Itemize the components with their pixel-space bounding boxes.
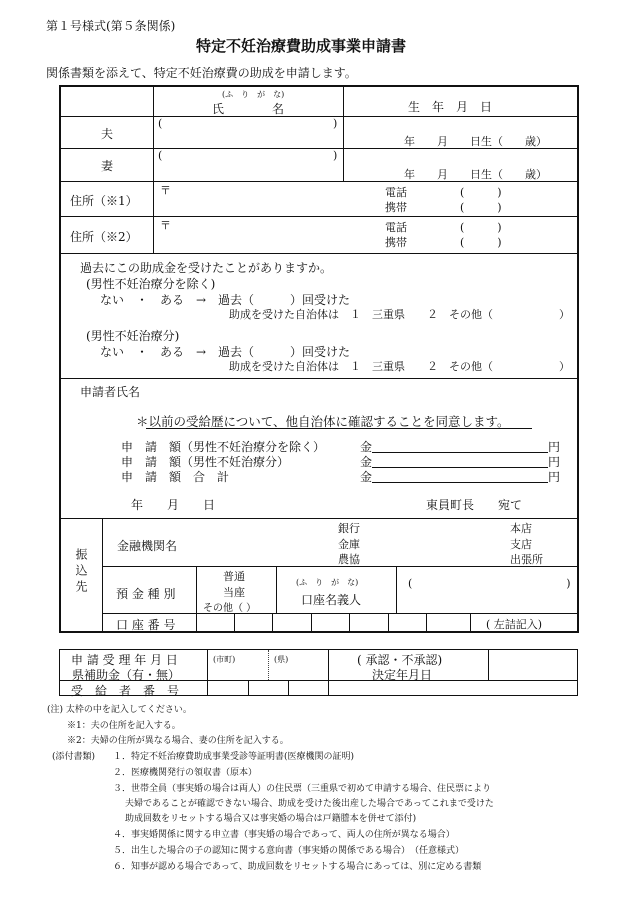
name-header: 氏 名 [212, 102, 285, 116]
divider [60, 253, 578, 254]
received-date-label: 申 請 受 理 年 月 日 [71, 653, 178, 667]
holder-furigana-field[interactable]: ( ) [408, 577, 571, 590]
amount2-field[interactable] [372, 467, 548, 468]
divider [276, 567, 277, 613]
divider [426, 614, 427, 632]
addressee: 東員町長 宛て [426, 498, 523, 512]
husband-name-field[interactable] [159, 128, 339, 145]
account-number-label: 口 座 番 号 [116, 618, 176, 632]
attachment-3b: 夫婦であることが確認できない場合、助成を受けた後出産した場合であってこれまで受けた [125, 799, 494, 809]
postal-mark: 〒 [160, 219, 171, 232]
note-0: (注) 太枠の中を記入してください。 [47, 705, 192, 715]
left-fill-note: ( 左詰記入) [486, 618, 543, 631]
divider [207, 649, 208, 696]
municipality-2[interactable]: 助成を受けた自治体は １ 三重県 ２ その他（ ） [229, 360, 570, 373]
application-date[interactable]: 年 月 日 [131, 498, 216, 512]
divider [272, 614, 273, 632]
decision-date-label: 決定年月日 [372, 668, 433, 682]
past-choice-1[interactable]: ない ・ ある → 過去（ ）回受けた [100, 293, 351, 307]
husband-dob[interactable]: 年 月 日生（ 歳） [404, 135, 547, 148]
wife-furigana-close: ) [333, 149, 338, 162]
applicant-name-label: 申請者氏名 [80, 385, 141, 399]
institution-label: 金融機関名 [117, 539, 178, 553]
kin-label: 金 [360, 470, 373, 484]
note-1: ※1：夫の住所を記入する。 [67, 721, 181, 731]
divider [60, 518, 578, 519]
recipient-number-label: 受 給 者 番 号 [71, 684, 180, 698]
pref-label: (県) [274, 655, 289, 664]
branch-option[interactable]: 支店 [510, 538, 532, 551]
amount1-label: 申 請 額（男性不妊治療分を除く） [121, 440, 326, 454]
yen-label: 円 [548, 455, 561, 469]
sub-office-option[interactable]: 出張所 [510, 553, 543, 566]
attachment-4: ４．事実婚関係に関する申立書（事実婚の場合であって、両人の住所が異なる場合） [113, 830, 455, 840]
wife-furigana-open: ( [158, 149, 163, 162]
mobile-label: 携帯 [385, 201, 407, 214]
male-excluded-heading: (男性不妊治療分を除く) [86, 277, 216, 291]
yen-label: 円 [548, 440, 561, 454]
divider [388, 614, 389, 632]
other-option[interactable]: その他（ ） [203, 603, 257, 614]
account-type-label: 預 金 種 別 [116, 587, 176, 601]
consent-text: ＊以前の受給歴について、他自治体に確認することを同意します。 [136, 414, 510, 429]
address1-field[interactable] [170, 184, 370, 214]
nokyo-option[interactable]: 農協 [338, 553, 360, 566]
shinkin-option[interactable]: 金庫 [338, 538, 360, 551]
wife-dob[interactable]: 年 月 日生（ 歳） [404, 168, 547, 181]
form-number: 第１号様式(第５条関係) [46, 19, 176, 33]
postal-mark: 〒 [160, 184, 171, 197]
divider [470, 614, 471, 632]
approval-label: ( 承認・不承認) [357, 653, 443, 667]
divider [103, 613, 578, 614]
amount3-field[interactable] [372, 482, 548, 483]
attachment-3c: 助成回数をリセットする場合又は事実婚の場合は戸籍謄本を併せて添付) [125, 814, 417, 824]
divider [153, 86, 154, 253]
divider [234, 614, 235, 632]
wife-label: 妻 [101, 159, 114, 173]
attachment-6: ６．知事が認める場合であって、助成回数をリセットする場合にあっては、別に定める書類 [113, 862, 482, 872]
divider [268, 650, 269, 680]
municipality-1[interactable]: 助成を受けた自治体は １ 三重県 ２ その他（ ） [229, 308, 570, 321]
male-heading: (男性不妊治療分) [86, 329, 180, 343]
divider [196, 567, 197, 632]
divider [311, 614, 312, 632]
divider [60, 116, 578, 117]
address2-label: 住所（※2） [70, 230, 138, 244]
past-choice-2[interactable]: ない ・ ある → 過去（ ）回受けた [100, 345, 351, 359]
address2-field[interactable] [170, 219, 370, 251]
head-office-option[interactable]: 本店 [510, 522, 532, 535]
attachment-2: ２．医療機関発行の領収書（原本） [113, 768, 258, 778]
yen-label: 円 [548, 470, 561, 484]
tel2-field[interactable]: ( ) [460, 221, 502, 234]
bank-option[interactable]: 銀行 [338, 522, 360, 535]
consent-underline [146, 428, 532, 429]
mobile2-field[interactable]: ( ) [460, 236, 502, 249]
attachment-5: ５．出生した場合の子の認知に関する意向書（事実婚の関係である場合） （任意様式） [113, 846, 465, 856]
attachments-label: (添付書類) [52, 752, 96, 762]
furikomi-label: 振込先 [74, 548, 88, 596]
past-question: 過去にこの助成金を受けたことがありますか。 [80, 261, 333, 275]
divider [248, 681, 249, 696]
attachment-3a: ３．世帯全員（事実婚の場合は両人）の住民票（三重県で初めて申請する場合、住民票により [113, 784, 492, 794]
kin-label: 金 [360, 455, 373, 469]
city-label: (市町) [213, 655, 236, 664]
amount3-label: 申 請 額 合 計 [121, 470, 230, 484]
tel-label: 電話 [385, 221, 407, 234]
husband-label: 夫 [101, 127, 114, 141]
futsu-option[interactable]: 普通 [223, 570, 245, 583]
tel-label: 電話 [385, 186, 407, 199]
attachment-1: １．特定不妊治療費助成事業受診等証明書(医療機関の証明) [113, 752, 355, 762]
divider [288, 681, 289, 696]
intro-text: 関係書類を添えて、特定不妊治療費の助成を申請します。 [46, 66, 357, 80]
divider [488, 649, 489, 680]
divider [328, 649, 329, 680]
address1-label: 住所（※1） [70, 194, 138, 208]
applicant-name-field[interactable] [160, 381, 540, 399]
amount2-label: 申 請 額（男性不妊治療分） [121, 455, 290, 469]
mobile1-field[interactable]: ( ) [460, 201, 502, 214]
divider [343, 86, 344, 181]
tel1-field[interactable]: ( ) [460, 186, 502, 199]
divider [60, 216, 578, 217]
furigana-label: (ふ り が な) [222, 90, 285, 99]
mobile-label: 携帯 [385, 236, 407, 249]
divider [349, 614, 350, 632]
divider [396, 567, 397, 613]
toza-option[interactable]: 当座 [223, 586, 245, 599]
divider [102, 519, 103, 632]
wife-name-field[interactable] [159, 161, 339, 178]
kin-label: 金 [360, 440, 373, 454]
form-title: 特定不妊治療費助成事業申請書 [196, 37, 407, 55]
divider [60, 378, 578, 379]
husband-furigana-open: ( [158, 117, 163, 130]
husband-furigana-close: ) [333, 117, 338, 130]
amount1-field[interactable] [372, 452, 548, 453]
holder-furigana: (ふ り が な) [296, 578, 359, 587]
holder-label: 口座名義人 [301, 593, 362, 607]
divider [328, 681, 329, 696]
dob-header: 生 年 月 日 [408, 100, 493, 114]
subsidy-label: 県補助金（有・無） [72, 668, 181, 682]
note-2: ※2：夫婦の住所が異なる場合、妻の住所を記入する。 [67, 736, 289, 746]
